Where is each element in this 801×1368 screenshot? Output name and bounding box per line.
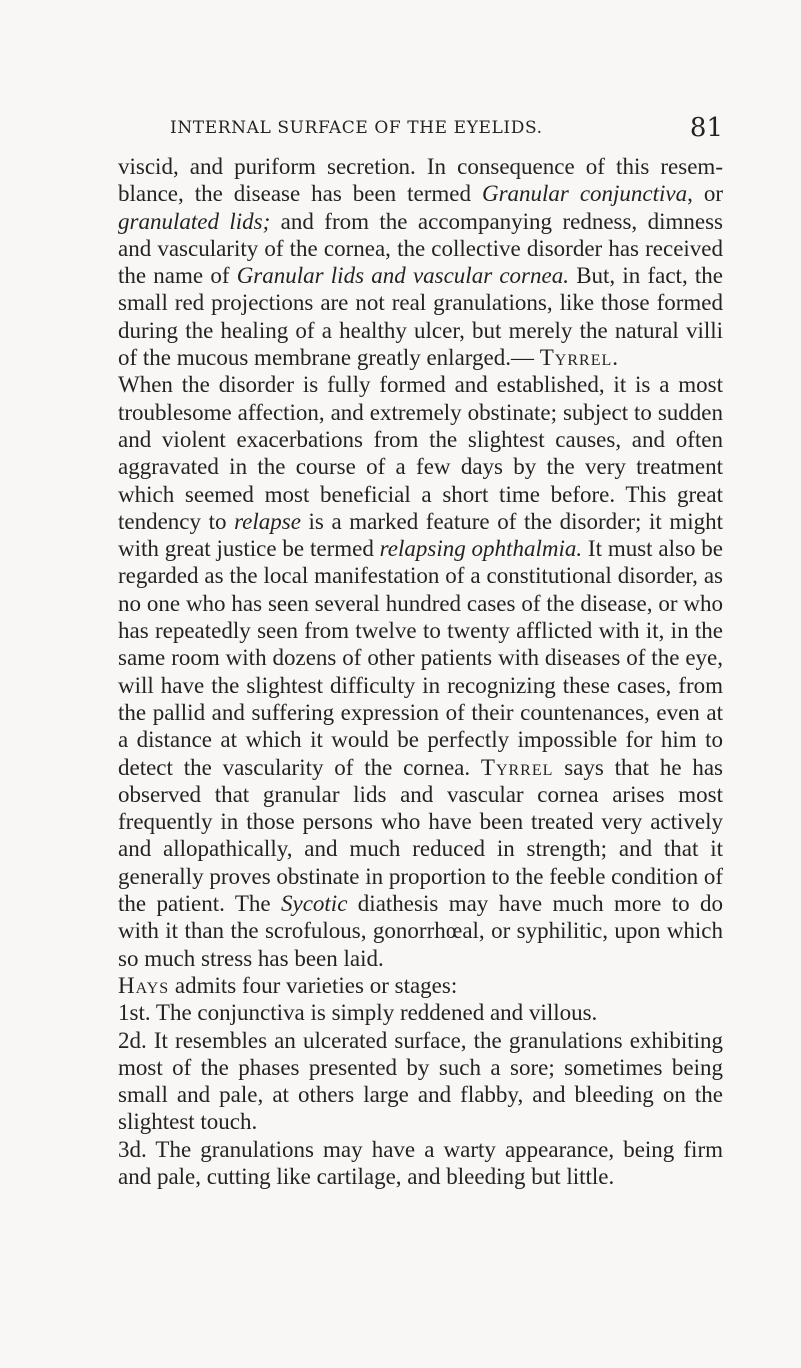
running-head: INTERNAL SURFACE OF THE EYELIDS. [170, 118, 543, 138]
paragraph [118, 371, 723, 972]
text-run: When the disorder is fully formed and established, it is a most troublesome affection, and extremely obstinate; subject to sudden and violent exacerbations from the slightest causes, and often aggravated in the course of a few days by the very treatment which seemed most beneficial a short time before. This great tendency to [118, 372, 723, 534]
small-caps-name: Hays [118, 972, 170, 998]
page-header [118, 113, 723, 143]
text-run: viscid, and puriform secretion. In consequence of this resemblance, the disease has been termed [118, 154, 723, 207]
text-run: It must also be regarded as the local manifestation of a constitutional disorder, as no one who has seen several hundred cases of the disease, or who has repeatedly seen from twelve to twenty afflicted with it, in the same room with dozens of other patients with diseases of the eye, will have the slightest difficulty in recognizing these cases, from the pallid and suffering expression of their countenances, even at a distance at which it would be perfectly impossible for him to detect the vascularity of the cornea. [118, 536, 723, 780]
small-caps-name: Tyrrel. [539, 345, 619, 371]
italic-text: relapse [234, 508, 301, 534]
text-run: says that he has observed that granular lids and vascular cornea arises most frequently in those persons who have been treated very actively and allopathically, and much reduced in strength; and that it generally proves obstinate in proportion to the feeble condition of the patient. The [118, 754, 724, 917]
text-run: 3d. The granulations may have a warty appearance, being firm and pale, cutting like cartilage, and bleeding but little. [118, 1136, 723, 1189]
paragraph [118, 1027, 723, 1136]
body-text [118, 153, 723, 1190]
text-run: is a marked feature of the disorder; it might with great justice be termed [118, 508, 723, 562]
paragraph [118, 153, 723, 371]
paragraph [118, 999, 723, 1026]
text-run: diathesis may have much more to do with it than the scrofulous, gonorrhœal, or syphilitic, upon which so much stress has been laid. [118, 891, 723, 971]
paragraph [118, 972, 723, 999]
text-run: , or [687, 181, 723, 207]
paragraph [118, 1136, 723, 1191]
text-run: admits four varieties or stages: [169, 972, 458, 998]
italic-text: Sycotic [281, 891, 348, 917]
italic-text: relapsing ophthalmia. [379, 536, 583, 562]
text-run: 2d. It resembles an ulcerated surface, the granulations exhibiting most of the phases presented by such a sore; sometimes being small and pale, at others large and flabby, and bleeding on the slightest touch. [118, 1027, 723, 1135]
page-number: 81 [689, 113, 723, 143]
text-run: But, in fact, the small red projections are not real granulations, like those formed during the healing of a healthy ulcer, but merely the natural villi of the mucous membrane greatly enlarged.— [118, 263, 723, 371]
italic-text: Granular conjunctiva [481, 181, 688, 207]
text-run: and from the accompanying redness, dimness and vascularity of the cornea, the collective disorder has received the name of [118, 208, 723, 289]
italic-text: Granular lids and vascular cornea. [236, 263, 569, 289]
italic-text: granulated lids; [118, 208, 271, 234]
small-caps-name: Tyrrel [480, 754, 554, 780]
text-run: 1st. The conjunctiva is simply reddened and villous. [118, 1000, 598, 1026]
